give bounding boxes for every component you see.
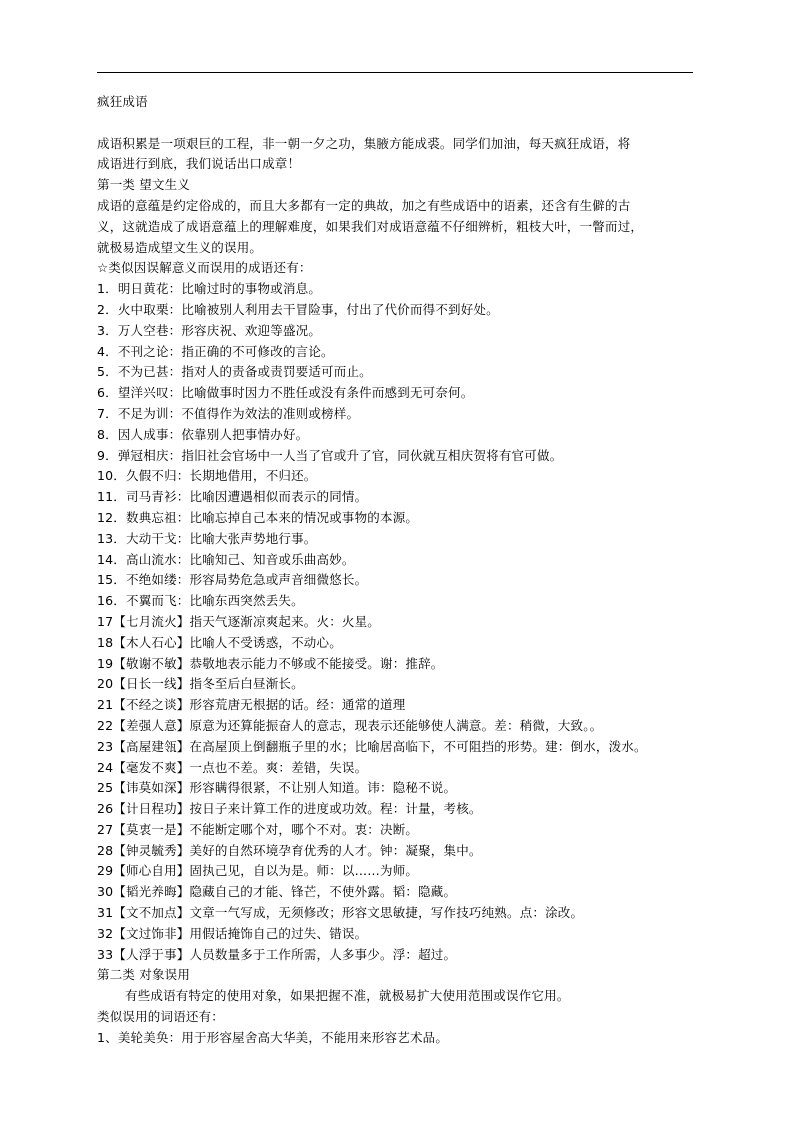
- paragraph-line: 就极易造成望文生义的误用。: [97, 239, 263, 255]
- list-item: 21【不经之谈】形容荒唐无根据的话。经：通常的道理: [97, 697, 406, 713]
- list-item: 17【七月流火】指天气逐渐凉爽起来。火：火星。: [97, 613, 381, 629]
- list-item: 2．火中取栗：比喻被别人利用去干冒险事，付出了代价而得不到好处。: [97, 301, 499, 317]
- list-item: 23【高屋建瓴】在高屋顶上倒翻瓶子里的水；比喻居高临下，不可阻挡的形势。建：倒水，泼水。: [97, 738, 647, 754]
- idiom-list: [97, 279, 697, 965]
- list-item: 22【差强人意】原意为还算能振奋人的意志，现表示还能够使人满意。差：稍微，大致。。: [97, 717, 603, 733]
- idiom-list: [97, 1028, 697, 1049]
- list-item: 33【人浮于事】人员数量多于工作所需，人多事少。浮：超过。: [97, 946, 457, 962]
- list-item: 28【钟灵毓秀】美好的自然环境孕育优秀的人才。钟：凝聚，集中。: [97, 842, 482, 858]
- list-item: 1、美轮美奂：用于形容屋舍高大华美，不能用来形容艺术品。: [97, 1029, 449, 1045]
- section-paragraph: [97, 196, 697, 258]
- list-item: 20【日长一线】指冬至后白昼渐长。: [97, 676, 304, 692]
- list-item: 5．不为已甚：指对人的责备或责罚要适可而止。: [97, 364, 372, 380]
- list-item: 13．大动干戈：比喻大张声势地行事。: [97, 530, 317, 546]
- list-item: 29【师心自用】固执己见，自以为是。师：以……为师。: [97, 863, 419, 879]
- list-item: 27【莫衷一是】不能断定哪个对，哪个不对。衷：决断。: [97, 821, 419, 837]
- intro-line: 成语进行到底，我们说话出口成章！: [97, 156, 301, 172]
- list-item: 16．不翼而飞：比喻东西突然丢失。: [97, 593, 304, 609]
- list-item: 25【讳莫如深】形容瞒得很紧，不让别人知道。讳：隐秘不说。: [97, 780, 457, 796]
- list-item: 12．数典忘祖：比喻忘掉自己本来的情况或事物的本源。: [97, 509, 419, 525]
- section-paragraph: 有些成语有特定的使用对象，如果把握不准，就极易扩大使用范围或误作它用。: [125, 988, 570, 1004]
- list-item: 10．久假不归：长期地借用，不归还。: [97, 468, 317, 484]
- list-item: 26【计日程功】按日子来计算工作的进度或功效。程：计量，考核。: [97, 801, 482, 817]
- list-item: 24【毫发不爽】一点也不差。爽：差错，失误。: [97, 759, 368, 775]
- list-item: 8．因人成事：依靠别人把事情办好。: [97, 426, 309, 442]
- section-heading: 第二类 对象误用: [97, 967, 191, 983]
- list-item: 4．不刊之论：指正确的不可修改的言论。: [97, 343, 334, 359]
- intro-line: 成语积累是一项艰巨的工程，非一朝一夕之功，集腋方能成裘。同学们加油，每天疯狂成语，将: [97, 135, 631, 151]
- list-subheading: ☆类似因误解意义而误用的成语还有：: [97, 260, 312, 276]
- paragraph-line: 义，这就造成了成语意蕴上的理解难度，如果我们对成语意蕴不仔细辨析，粗枝大叶，一瞥而过，: [97, 218, 644, 234]
- list-item: 15．不绝如缕：形容局势危急或声音细微悠长。: [97, 572, 368, 588]
- section-heading: 第一类 望文生义: [97, 177, 191, 193]
- list-item: 14．高山流水：比喻知己、知音或乐曲高妙。: [97, 551, 355, 567]
- list-item: 31【文不加点】文章一气写成，无须修改；形容文思敏捷，写作技巧纯熟。点：涂改。: [97, 905, 584, 921]
- header-rule: [97, 72, 693, 73]
- document-title: 疯狂成语: [97, 94, 148, 109]
- list-item: 7．不足为训：不值得作为效法的准则或榜样。: [97, 405, 360, 421]
- list-item: 32【文过饰非】用假话掩饰自己的过失、错误。: [97, 925, 368, 941]
- document-body: [97, 92, 697, 1049]
- paragraph-line: 成语的意蕴是约定俗成的，而且大多都有一定的典故，加之有些成语中的语素，还含有生僻的古: [97, 197, 631, 213]
- list-item: 30【韬光养晦】隐藏自己的才能、锋芒，不使外露。韬：隐藏。: [97, 884, 457, 900]
- list-item: 11．司马青衫：比喻因遭遇相似而表示的同情。: [97, 489, 368, 505]
- list-item: 9．弹冠相庆：指旧社会官场中一人当了官或升了官，同伙就互相庆贺将有官可做。: [97, 447, 563, 463]
- list-item: 6．望洋兴叹：比喻做事时因力不胜任或没有条件而感到无可奈何。: [97, 385, 474, 401]
- list-item: 1．明日黄花：比喻过时的事物或消息。: [97, 281, 322, 297]
- list-subheading: 类似误用的词语还有：: [97, 1009, 225, 1025]
- list-item: 19【敬谢不敏】恭敬地表示能力不够或不能接受。谢：推辞。: [97, 655, 444, 671]
- list-item: 18【木人石心】比喻人不受诱惑，不动心。: [97, 634, 342, 650]
- list-item: 3．万人空巷：形容庆祝、欢迎等盛况。: [97, 322, 322, 338]
